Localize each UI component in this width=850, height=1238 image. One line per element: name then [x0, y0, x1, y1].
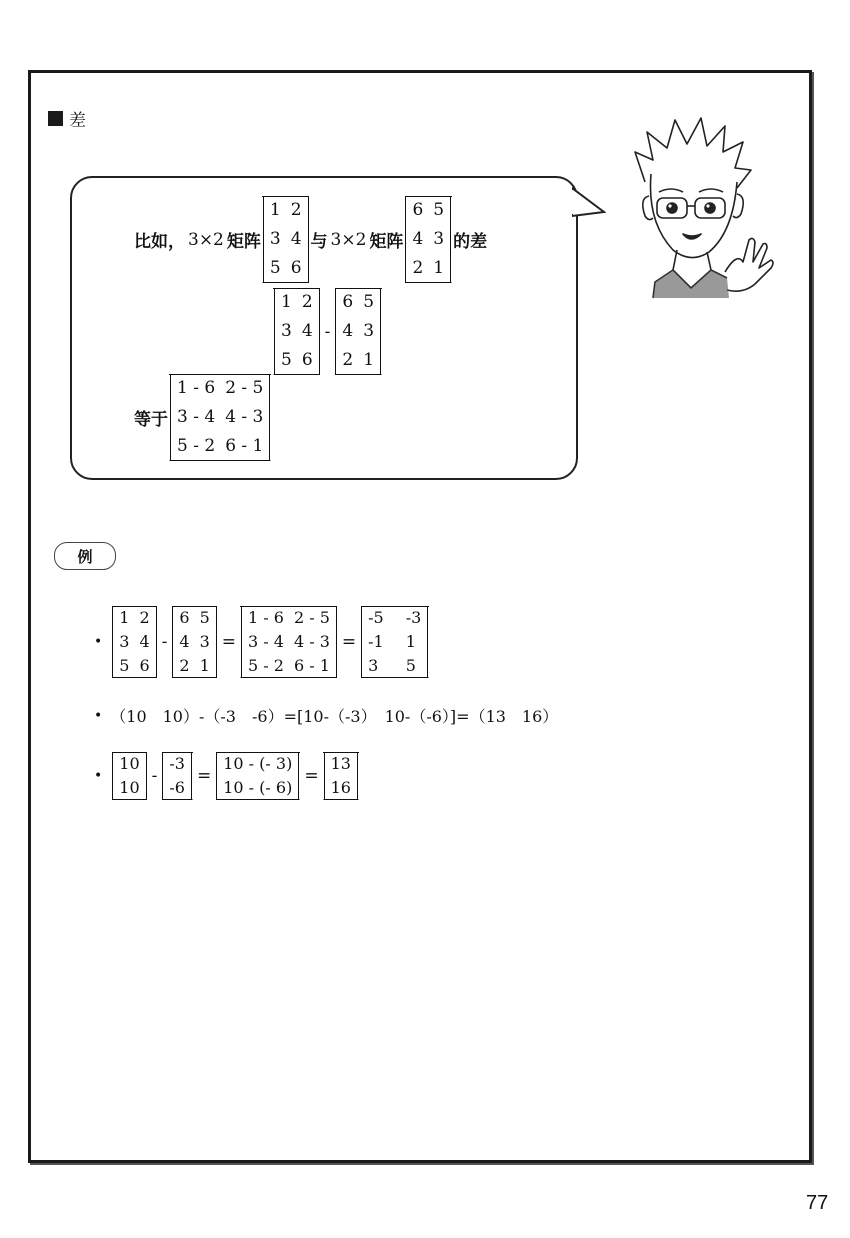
matrix-entry: 4 - 3 — [225, 407, 264, 427]
section-title: 差 — [69, 111, 86, 131]
matrix-entry: 4 — [179, 632, 190, 651]
speech-bubble-tail — [572, 186, 606, 220]
matrix-entry: 2 — [179, 656, 190, 675]
matrix-b-copy — [335, 288, 381, 375]
example-matrix-a — [112, 606, 156, 678]
matrix-entry: -5 — [368, 608, 384, 627]
matrix-entry: 6 — [301, 350, 313, 370]
matrix-entry: 5 — [199, 608, 210, 627]
square-bullet-icon — [48, 111, 63, 126]
matrix-entry: 2 — [290, 200, 302, 220]
dimension-b: 3×2 — [330, 229, 367, 250]
matrix-entry: 4 — [301, 321, 313, 341]
equals-sign: = — [304, 766, 319, 786]
page-number: 77 — [806, 1192, 829, 1214]
matrix-entry: 3 — [119, 632, 130, 651]
matrix-entry: 4 — [290, 229, 302, 249]
matrix-entry: 5 — [119, 656, 130, 675]
row-vector-expression: （10 10）-（-3 -6）=[10-（-3） 10-（-6）]=（13 16） — [110, 707, 559, 726]
matrix-entry: 2 — [342, 350, 354, 370]
matrix-entry: 6 — [290, 258, 302, 278]
equals-text: 等于 — [134, 410, 168, 430]
matrix-entry: 3 — [281, 321, 292, 341]
matrix-entry: 3 — [363, 321, 375, 341]
example-label: 例 — [54, 542, 116, 570]
bubble-line-2 — [272, 288, 383, 375]
matrix-entry: 1 - 6 — [248, 608, 284, 627]
matrix-entry: 10 - (- 6) — [223, 778, 293, 797]
matrix-entry: 10 — [119, 778, 140, 797]
matrix-entry: 2 — [301, 292, 313, 312]
glasses-boy-character-icon — [625, 112, 775, 302]
matrix-entry: -6 — [169, 778, 185, 797]
matrix-word-b: 矩阵 — [369, 232, 404, 252]
bubble-line-1 — [134, 196, 487, 283]
bullet-icon: • — [94, 634, 103, 650]
matrix-entry: 4 — [342, 321, 354, 341]
example-matrix-b — [172, 606, 216, 678]
matrix-entry: 1 — [363, 350, 375, 370]
bullet-icon: • — [94, 707, 103, 724]
matrix-entry: 1 — [119, 608, 130, 627]
conjunction-text: 与 — [310, 232, 328, 252]
matrix-entry: -3 — [169, 754, 185, 773]
column-vector-b — [162, 752, 192, 800]
matrix-entry: -1 — [368, 632, 384, 651]
matrix-entry: 4 - 3 — [293, 632, 330, 651]
matrix-entry: 3 — [199, 632, 210, 651]
matrix-entry: 5 — [281, 350, 292, 370]
example-matrix-subtraction — [94, 606, 430, 678]
minus-sign: - — [151, 766, 158, 786]
matrix-entry: 5 — [363, 292, 375, 312]
matrix-entry: 5 - 2 — [248, 656, 284, 675]
matrix-entry: -3 — [405, 608, 422, 627]
matrix-diff — [170, 374, 270, 461]
equals-sign: = — [221, 632, 237, 652]
dimension-a: 3×2 — [188, 229, 224, 250]
matrix-entry: 2 - 5 — [225, 378, 264, 398]
matrix-entry: 2 — [139, 608, 150, 627]
matrix-entry: 1 — [199, 656, 210, 675]
minus-sign: - — [161, 632, 168, 652]
matrix-word-a: 矩阵 — [226, 232, 261, 252]
matrix-entry: 1 — [433, 258, 445, 278]
matrix-entry: 3 - 4 — [248, 632, 284, 651]
matrix-entry: 3 — [433, 229, 445, 249]
suffix-text: 的差 — [453, 232, 488, 252]
matrix-entry: 5 — [433, 200, 445, 220]
matrix-entry: 6 - 1 — [293, 656, 330, 675]
example-column-vector-subtraction — [94, 752, 360, 800]
matrix-entry: 5 — [405, 656, 416, 675]
bubble-line-3 — [134, 374, 272, 461]
column-vector-a — [112, 752, 146, 800]
minus-sign: - — [324, 321, 331, 342]
matrix-b — [405, 196, 451, 283]
matrix-entry: 3 - 4 — [177, 407, 216, 427]
equals-sign: = — [341, 632, 357, 652]
matrix-entry: 6 - 1 — [225, 436, 264, 456]
example-row-vector-subtraction — [94, 704, 558, 727]
matrix-entry: 4 — [412, 229, 424, 249]
matrix-entry: 5 - 2 — [177, 436, 216, 456]
matrix-entry: 1 — [269, 200, 281, 220]
example-matrix-result — [361, 606, 428, 678]
bullet-icon: • — [94, 768, 103, 784]
matrix-a-copy — [274, 288, 320, 375]
matrix-entry: 16 — [330, 778, 351, 797]
column-vector-diff — [216, 752, 299, 800]
matrix-entry: 6 — [139, 656, 150, 675]
matrix-entry: 6 — [412, 200, 424, 220]
intro-text: 比如， — [134, 232, 185, 252]
matrix-entry: 13 — [330, 754, 351, 773]
matrix-entry: 2 - 5 — [293, 608, 330, 627]
matrix-entry: 4 — [139, 632, 150, 651]
matrix-entry: 3 — [368, 656, 379, 675]
matrix-entry: 6 — [179, 608, 190, 627]
matrix-entry: 3 — [269, 229, 281, 249]
matrix-entry: 6 — [342, 292, 354, 312]
section-heading — [48, 106, 86, 131]
matrix-entry: 2 — [412, 258, 424, 278]
matrix-entry: 1 - 6 — [177, 378, 216, 398]
matrix-a — [263, 196, 309, 283]
matrix-entry: 5 — [269, 258, 281, 278]
matrix-entry: 10 - (- 3) — [223, 754, 293, 773]
example-matrix-diff — [241, 606, 337, 678]
matrix-entry: 1 — [405, 632, 416, 651]
matrix-entry: 1 — [281, 292, 292, 312]
column-vector-result — [324, 752, 358, 800]
equals-sign: = — [196, 766, 212, 786]
matrix-entry: 10 — [119, 754, 140, 773]
